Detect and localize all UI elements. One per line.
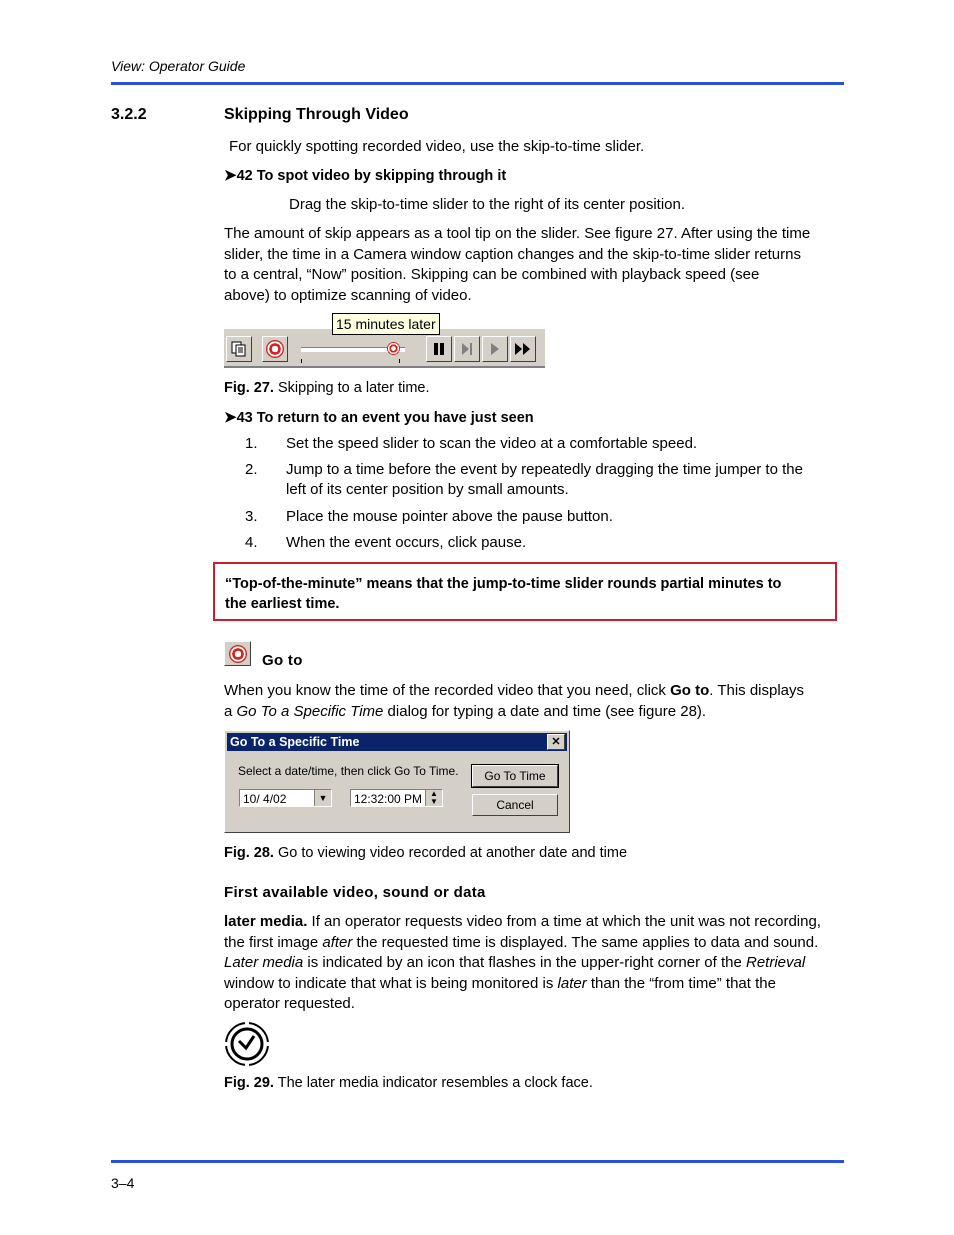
section-title: Skipping Through Video — [224, 106, 409, 123]
text-run: . This displays — [709, 682, 805, 699]
header-rule — [111, 82, 844, 85]
step-number: 1. — [245, 435, 258, 452]
figure-28-caption — [224, 845, 627, 861]
caption-label: Fig. 28. — [224, 845, 274, 861]
dialog-titlebar — [227, 733, 567, 751]
arrow-icon: ➤ — [224, 167, 237, 184]
spinner-icon[interactable]: ▲ ▼ — [425, 790, 442, 806]
paragraph-skip — [224, 224, 810, 306]
copy-icon[interactable] — [226, 336, 252, 362]
dialog-title: Go To a Specific Time — [230, 735, 360, 749]
text-run: If an operator requests video from a time at which the unit was not recording, — [307, 913, 821, 930]
close-icon[interactable]: ✕ — [547, 734, 565, 750]
figure-29-caption — [224, 1075, 593, 1091]
text-run: the first image — [224, 933, 323, 951]
warning-line: “Top-of-the-minute” means that the jump-to-time slider rounds partial minutes to — [225, 576, 782, 592]
text-run: When you know the time of the recorded video that you need, click — [224, 682, 671, 699]
date-value: 10/ 4/02 — [243, 792, 287, 806]
step-text: Set the speed slider to scan the video at a comfortable speed. — [286, 435, 698, 452]
subheading: First available video, sound or data — [224, 884, 486, 901]
text-run: dialog for typing a date and time (see figure 28). — [383, 702, 707, 720]
procedure-42-heading — [224, 166, 506, 184]
goto-target-icon[interactable] — [262, 336, 288, 362]
intro-text: For quickly spotting recorded video, use the skip-to-time slider. — [229, 138, 645, 155]
go-to-time-button[interactable]: Go To Time — [472, 765, 558, 787]
text-run-italic: Retrieval — [745, 954, 806, 971]
cancel-button[interactable]: Cancel — [472, 794, 558, 816]
step-text: left of its center position by small amounts. — [286, 481, 569, 498]
page-number: 3–4 — [111, 1175, 135, 1191]
footer-rule — [111, 1160, 844, 1163]
goto-paragraph — [224, 681, 804, 722]
step-number: 2. — [245, 461, 258, 478]
time-field[interactable] — [350, 789, 443, 807]
goto-dialog — [224, 730, 570, 833]
next-frame-icon[interactable] — [454, 336, 480, 362]
caption-text: The later media indicator resembles a clock face. — [277, 1075, 593, 1091]
caption-label: Fig. 29. — [224, 1075, 274, 1091]
text-run-italic: Later media — [224, 954, 304, 971]
slider-thumb[interactable] — [387, 342, 400, 355]
procedure-43-label: 43 To return to an event you have just seen — [236, 410, 534, 426]
paragraph-line: The amount of skip appears as a tool tip on the slider. See figure 27. After using the time — [224, 225, 811, 242]
figure-27-caption — [224, 380, 430, 396]
warning-line: the earliest time. — [225, 596, 340, 612]
text-run-italic: later — [557, 974, 587, 992]
goto-heading: Go to — [262, 652, 303, 669]
text-run: the requested time is displayed. The same applies to data and sound. — [352, 933, 819, 951]
paragraph-line: above) to optimize scanning of video. — [224, 286, 472, 304]
text-run-italic: Go To a Specific Time — [236, 702, 384, 720]
section-number: 3.2.2 — [111, 106, 147, 123]
step-text: Place the mouse pointer above the pause button. — [286, 508, 613, 525]
arrow-icon: ➤ — [224, 409, 237, 426]
goto-icon — [224, 641, 251, 666]
date-select[interactable] — [239, 789, 332, 807]
warning-box — [213, 562, 837, 621]
skip-slider[interactable] — [299, 338, 407, 362]
step-number: 3. — [245, 508, 258, 525]
skip-tooltip: 15 minutes later — [332, 313, 440, 335]
paragraph-line: slider, the time in a Camera window caption changes and the skip-to-time slider returns — [224, 245, 801, 263]
dialog-instruction: Select a date/time, then click Go To Time. — [238, 764, 459, 778]
later-media-paragraph — [224, 912, 821, 1015]
procedure-42-label: 42 To spot video by skipping through it — [236, 168, 507, 184]
chevron-down-icon[interactable]: ▼ — [314, 790, 331, 806]
text-run-bold: later media. — [224, 913, 308, 930]
step-text: Jump to a time before the event by repeatedly dragging the time jumper to the — [286, 461, 803, 478]
caption-text: Go to viewing video recorded at another date and time — [278, 845, 628, 861]
paragraph-line: to a central, “Now” position. Skipping can be combined with playback speed (see — [224, 266, 760, 283]
caption-label: Fig. 27. — [224, 380, 274, 396]
text-run: than the “from time” that the — [586, 974, 776, 992]
running-header: View: Operator Guide — [111, 58, 246, 74]
caption-text: Skipping to a later time. — [278, 380, 430, 396]
clock-icon — [224, 1021, 270, 1067]
pause-icon[interactable] — [426, 336, 452, 362]
text-run-italic: after — [322, 933, 353, 951]
text-run: window to indicate that what is being monitored is — [224, 974, 558, 992]
procedure-42-step: Drag the skip-to-time slider to the right of its center position. — [289, 196, 686, 213]
text-run: a — [224, 702, 237, 720]
text-run: is indicated by an icon that flashes in the upper-right corner of the — [303, 954, 746, 971]
text-run-bold: Go to — [670, 682, 710, 699]
step-text: When the event occurs, click pause. — [286, 534, 527, 551]
text-run: operator requested. — [224, 995, 355, 1012]
play-icon[interactable] — [482, 336, 508, 362]
time-value: 12:32:00 PM — [354, 792, 423, 806]
step-number: 4. — [245, 534, 258, 551]
procedure-43-heading — [224, 408, 534, 426]
fast-forward-icon[interactable] — [510, 336, 536, 362]
